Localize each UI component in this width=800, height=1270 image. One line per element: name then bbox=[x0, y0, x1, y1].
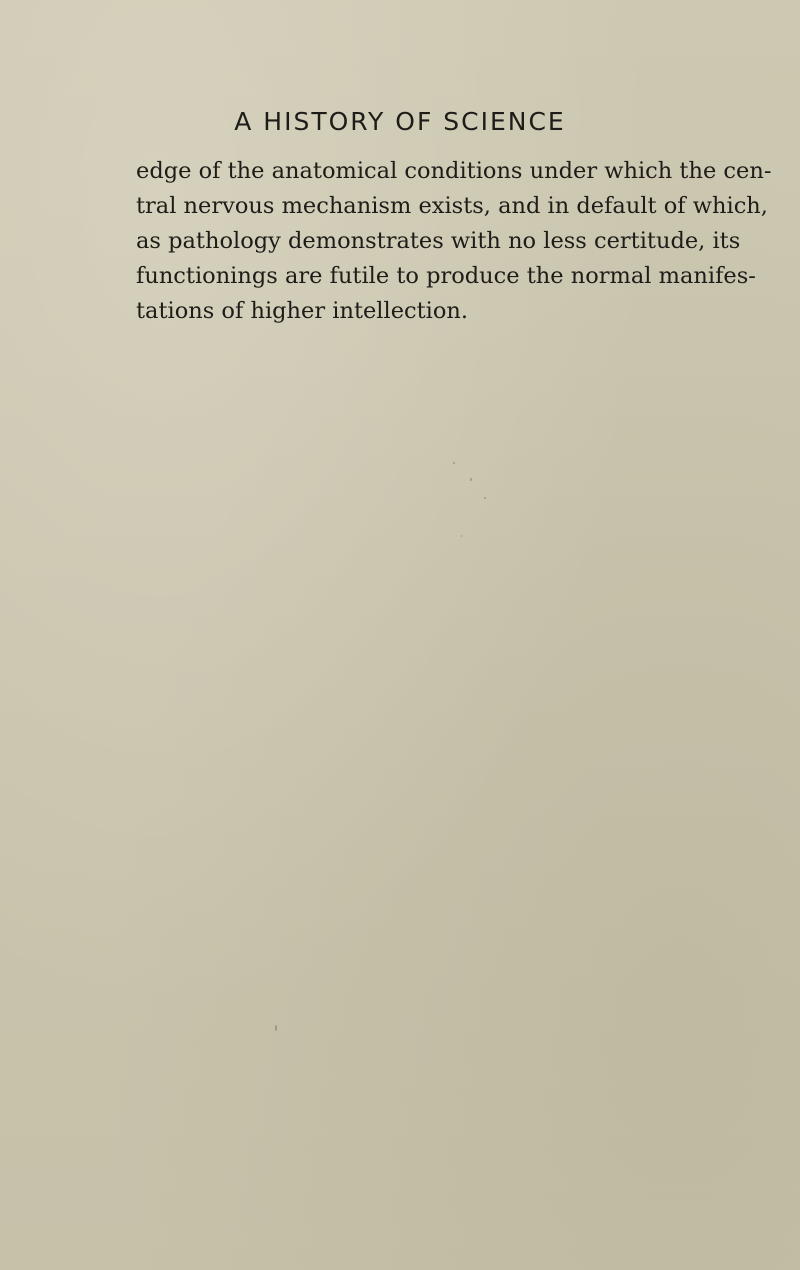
paper-speck bbox=[453, 462, 455, 464]
body-paragraph bbox=[136, 154, 772, 329]
paper-speck bbox=[275, 1025, 277, 1031]
text-line-2: tral nervous mechanism exists, and in default of which, bbox=[136, 193, 768, 219]
text-line-1: edge of the anatomical conditions under which the cen- bbox=[136, 158, 772, 184]
text-line-5: tations of higher intellection. bbox=[136, 298, 469, 324]
paper-speck bbox=[470, 478, 472, 481]
text-line-3: as pathology demonstrates with no less certitude, its bbox=[136, 228, 741, 254]
running-head: A HISTORY OF SCIENCE bbox=[234, 107, 566, 136]
paper-speck bbox=[461, 535, 462, 537]
text-line-4: functionings are futile to produce the normal manifes- bbox=[136, 263, 756, 289]
paper-speck bbox=[484, 497, 486, 499]
